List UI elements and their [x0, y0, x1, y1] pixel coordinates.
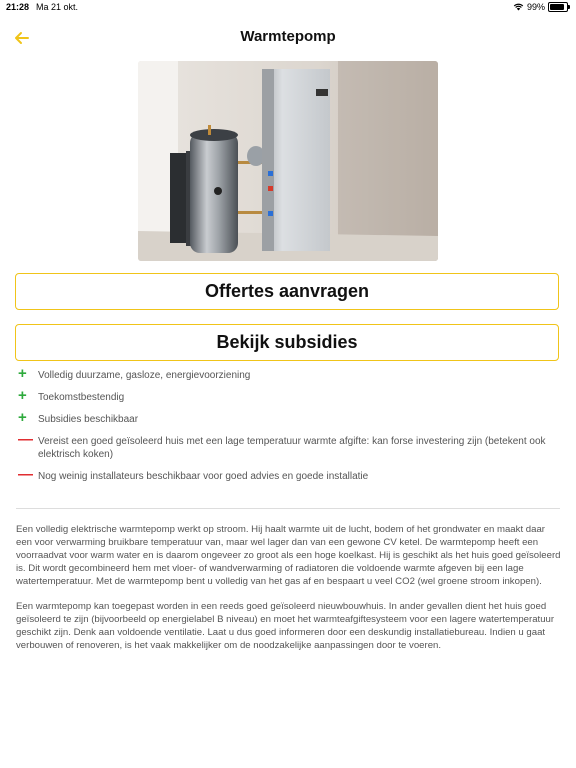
plus-icon: +	[18, 387, 27, 404]
pro-item	[16, 365, 556, 382]
view-subsidies-button[interactable]: Bekijk subsidies	[15, 324, 559, 361]
wifi-icon	[513, 3, 524, 11]
battery-icon	[548, 2, 568, 12]
pros-cons-list	[16, 365, 556, 492]
status-time: 21:28	[6, 2, 30, 12]
minus-icon: —	[18, 431, 33, 448]
arrow-left-icon	[10, 26, 34, 50]
navigation-bar	[0, 20, 576, 56]
request-quotes-button[interactable]: Offertes aanvragen	[15, 273, 559, 310]
con-item	[16, 431, 556, 461]
con-text: Vereist een goed geïsoleerd huis met een lage temperatuur warmte afgifte: kan forse investering zijn (betekent ook elektrisch koken)	[38, 436, 546, 460]
description	[16, 523, 562, 664]
pro-item	[16, 387, 556, 404]
pro-text: Toekomstbestendig	[38, 392, 125, 403]
con-item	[16, 466, 556, 483]
status-date: Ma 21 okt.	[36, 2, 79, 12]
status-indicators	[513, 2, 568, 12]
pro-item	[16, 409, 556, 426]
back-button[interactable]	[10, 26, 34, 50]
heat-pump-photo	[138, 61, 438, 261]
description-paragraph: Een warmtepomp kan toegepast worden in een reeds goed geïsoleerd nieuwbouwhuis. In ander gevallen dient het huis goed geïsoleerd te zijn (bijvoorbeeld op energielabel B niveau) en moet het warmteafgiftesysteem voor een lagere watertemperatuur geschikt zijn. Denk aan voldoende ventilatie. Laat u dus goed informeren door een deskundig installatiebureau. Indien u gaat verbouwen of renoveren, is het vaak makkelijker om de noodzakelijke aanpassingen door te voeren.	[16, 601, 555, 651]
con-text: Nog weinig installateurs beschikbaar voor goed advies en goede installatie	[38, 471, 369, 482]
plus-icon: +	[18, 365, 27, 382]
battery-percentage: 99%	[526, 2, 545, 12]
description-paragraph: Een volledig elektrische warmtepomp werkt op stroom. Hij haalt warmte uit de lucht, bodem of het grondwater en maakt daar een voor verwarming bruikbare temperatuur van, maar wel lager dan van een gewone CV ketel. De warmtepomp heeft een voorraadvat voor warm water en is daarom ongeveer zo groot als een hoge koelkast. Hij is geschikt als het huis goed geïsoleerd is. Dit wordt gecombineerd hem met vloer- of wandverwarming of radiatoren die voldoende warmte afgeven bij een lage watertemperatuur. Met de warmtepomp bent u volledig van het gas af en bespaart u veel CO2 (wel groene stroom inkopen).	[16, 524, 561, 587]
pro-text: Subsidies beschikbaar	[38, 414, 139, 425]
divider	[16, 508, 560, 509]
minus-icon: —	[18, 466, 33, 483]
page-title: Warmtepomp	[240, 28, 336, 45]
pro-text: Volledig duurzame, gasloze, energievoorziening	[38, 370, 251, 381]
status-bar	[0, 0, 576, 16]
plus-icon: +	[18, 409, 27, 426]
